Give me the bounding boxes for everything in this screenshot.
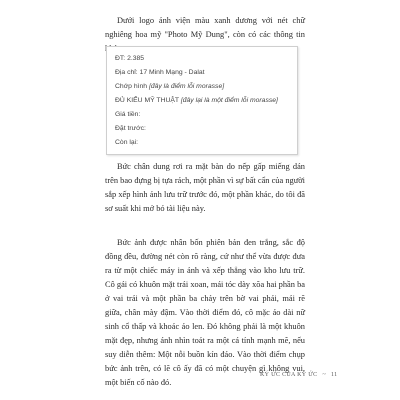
phone-line: ĐT: 2.385 [115,55,145,62]
shot-line [115,82,293,92]
running-title: KÝ ỨC CỦA KÝ ỨC [260,372,318,378]
footer-separator: ~ [322,372,327,378]
remaining-line: Còn lại: [115,139,139,146]
shot-note: [đây là điểm lỗi morasse] [148,83,225,90]
paragraph-1-text: Bức chân dung rơi ra mặt bàn do nếp gấp miếng dán trên bao đựng bị tựa rách, một phần vì sự bất cẩn của người sắp xếp hình ảnh lưu trữ trước đó, một phần khác, do tôi đã sơ suất khi mở bó tài liệu này. [105,162,305,213]
intro-text: Dưới logo ảnh viện màu xanh dương với nét chữ nghiêng hoa mỹ "Photo Mỹ Dung", còn có các thông tin [105,16,305,39]
deposit-line: Đặt trước: [115,125,146,132]
style-note: [đây lại là một điểm lỗi morasse] [180,97,278,104]
page-footer [260,372,340,378]
page-number: 11 [331,372,338,378]
photo-info-box [106,46,298,155]
paragraph-2-text: Bức ảnh được nhân bốn phiên bản đen trắng, sắc độ đồng đều, đường nét còn rõ ràng, cứ như thể vừa được đưa ra từ một chiếc máy in ảnh và xếp thẳng vào kho lưu trữ. Cô gái có khuôn mặt trái xoan, mái tóc dày xõa hai phần ba ở vai trái và một phần ba chảy trên bờ vai phải, mái rẽ giữa, chân mày đậm. Vào thời điểm đó, cô mặc áo dài nữ sinh cổ thấp và khoác áo len. Đó không phải là một khuôn mặt đẹp, nhưng ánh nhìn toát ra một cá tính mạnh mẽ, nếu suy diễn thêm: Một nỗi buồn kín đáo. Vào thời điểm chụp bức ảnh trên, có lẽ cô ấy đã có một chuyện gì không vui, một biến cố nào đó. [105,238,305,387]
paragraph-2 [105,236,305,390]
paragraph-1 [105,160,305,216]
style-label: ĐỦ KIỂU MỸ THUẬT [115,97,179,104]
address-line: Địa chỉ: 17 Minh Mạng - Dalat [115,69,205,76]
price-line: Giá tiền: [115,111,141,118]
style-line [115,96,293,106]
shot-label: Chớp hình [115,83,148,90]
